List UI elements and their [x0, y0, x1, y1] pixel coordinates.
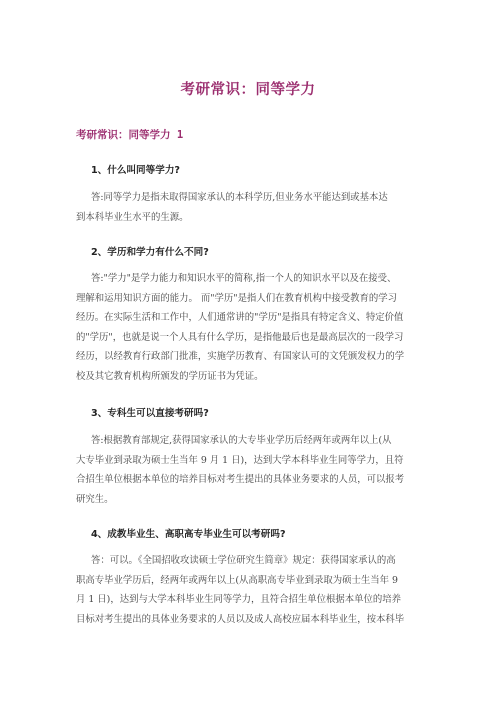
- answer-line: 经历，以经教育行政部门批准，实施学历教育、有国家认可的文凭颁发权力的学: [76, 351, 405, 363]
- answer-line: 月 1 日)，达到与大学本科毕业生同等学力，且符合招生单位根据本单位的培养: [76, 594, 401, 606]
- answer-line: 到本科毕业生水平的生源。: [76, 211, 189, 223]
- answer-paragraph: [76, 269, 424, 387]
- answer-paragraph: [76, 551, 424, 629]
- answer-line: 的"学历"，也就是说一个人具有什么学历，是指他最后也是最高层次的一段学习: [76, 331, 404, 343]
- answer-line: 目标对考生提出的具体业务要求的人员以及成人高校应届本科毕业生，按本科毕: [76, 613, 405, 625]
- answer-line: 答：可以。《全国招收攻读硕士学位研究生简章》规定：获得国家承认的高: [91, 555, 396, 566]
- answer-line: 合招生单位根据本单位的培养目标对考生提出的具体业务要求的人员，可以报考: [76, 474, 405, 486]
- answer-paragraph: [76, 188, 424, 227]
- answer-line: 职高专毕业学历后，经两年或两年以上(从高职高专毕业到录取为硕士生当年 9: [76, 574, 398, 586]
- answer-line: 答:同等学力是指未取得国家承认的本科学历,但业务水平能达到或基本达: [91, 192, 388, 203]
- answer-line: 理解和运用知识方面的能力。 而"学历"是指人们在教育机构中接受教育的学习: [76, 292, 397, 304]
- question-heading: 3、专科生可以直接考研吗?: [91, 408, 209, 419]
- question-heading: 4、成教毕业生、高职高专毕业生可以考研吗?: [91, 529, 286, 540]
- answer-line: 大专毕业到录取为硕士生当年 9 月 1 日)，达到大学本科毕业生同等学力，且符: [76, 454, 404, 466]
- answer-line: 答:"学力"是学力能力和知识水平的简称,指一个人的知识水平以及在接受、: [91, 273, 397, 284]
- question-heading: 2、学历和学力有什么不同?: [91, 247, 209, 258]
- answer-line: 研究生。: [76, 493, 114, 505]
- question-heading: 1、什么叫同等学力?: [91, 165, 180, 176]
- answer-paragraph: [76, 431, 424, 509]
- answer-line: 经历。在实际生活和工作中，人们通常讲的"学历"是指具有特定含义、特定价值: [76, 312, 404, 324]
- document-subtitle: 考研常识：同等学力 1: [76, 129, 184, 141]
- answer-line: 答:根据教育部规定,获得国家承认的大专毕业学历后经两年或两年以上(从: [91, 435, 392, 446]
- document-title: 考研常识：同等学力: [180, 82, 316, 98]
- answer-line: 校及其它教育机构所颁发的学历证书为凭证。: [76, 370, 264, 382]
